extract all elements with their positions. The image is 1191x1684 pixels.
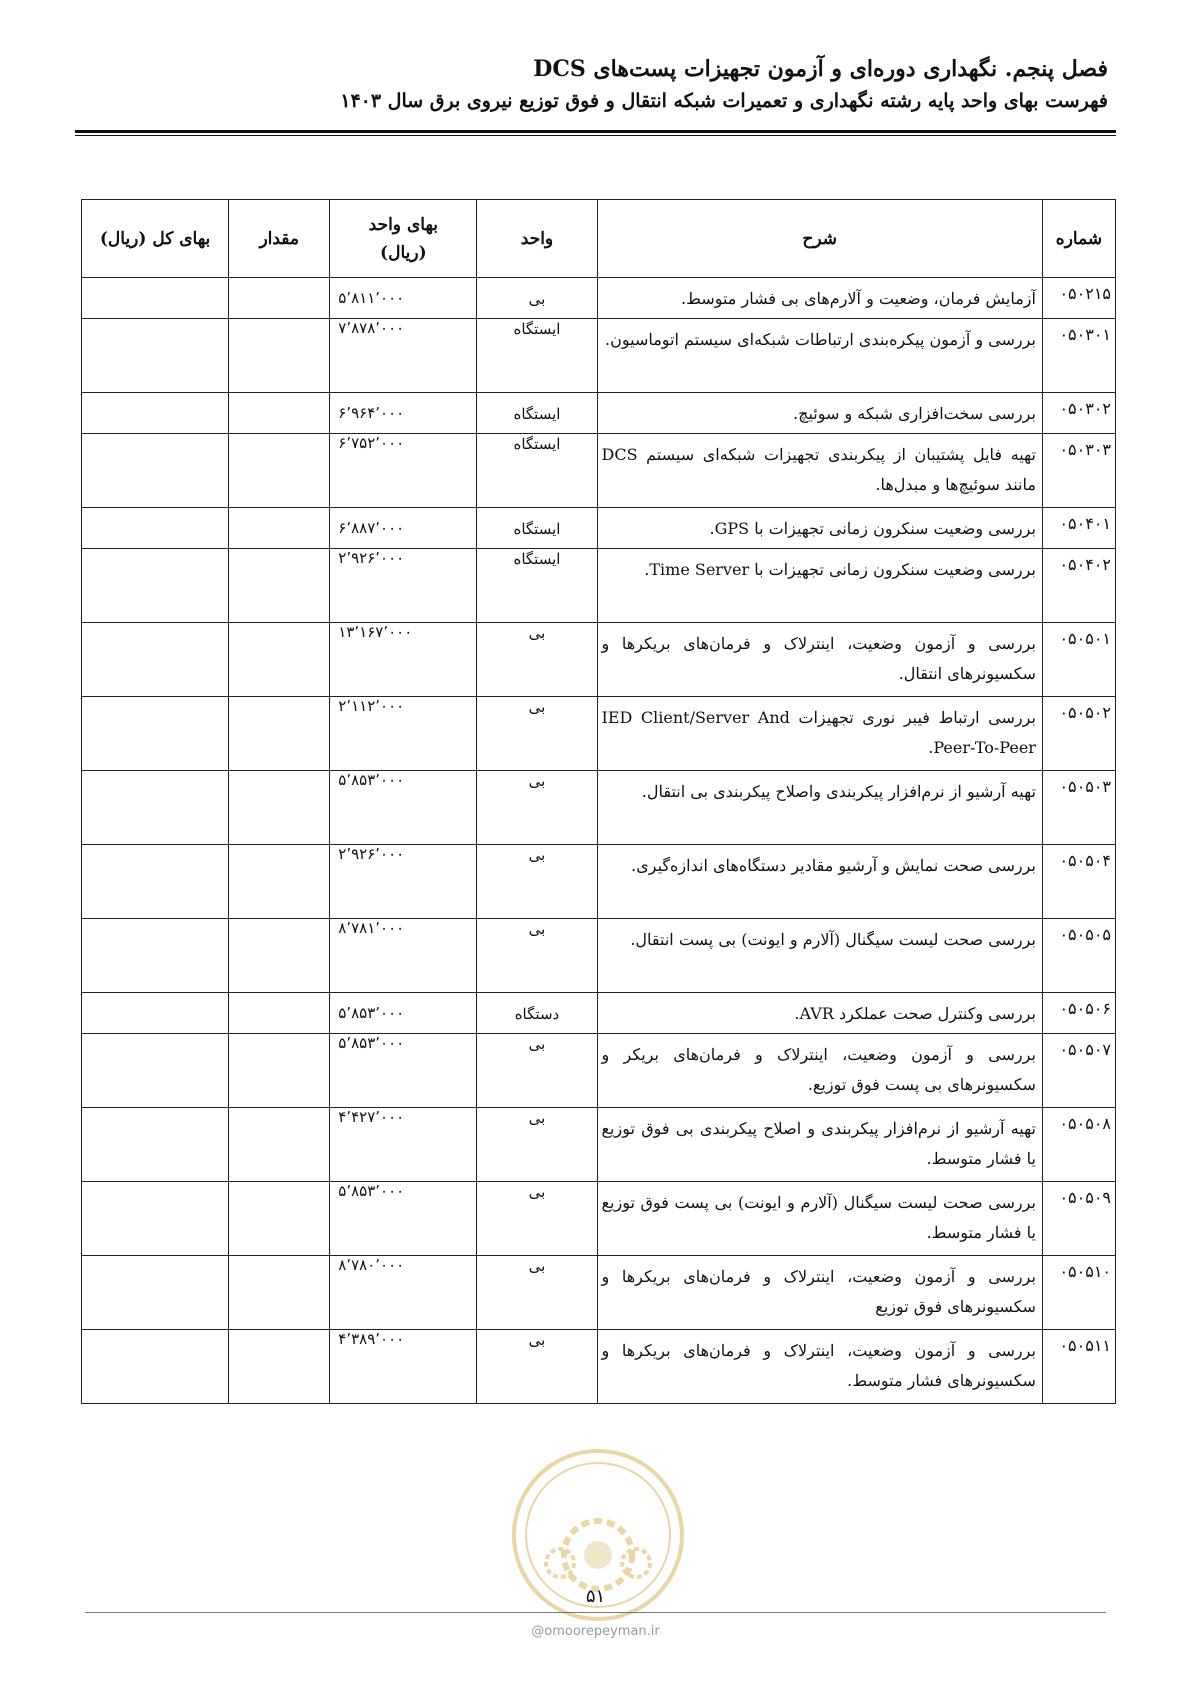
table-row (82, 993, 1116, 1034)
item-unit-price: ۵٬۸۱۱٬۰۰۰ (330, 278, 477, 319)
item-description: بررسی وضعیت سنکرون زمانی تجهیزات با GPS. (597, 508, 1042, 549)
item-unit-price: ۶٬۷۵۲٬۰۰۰ (330, 434, 477, 508)
item-quantity (229, 508, 330, 549)
item-unit-price: ۲٬۱۱۲٬۰۰۰ (330, 697, 477, 771)
item-total (82, 697, 229, 771)
item-unit: بی (477, 919, 597, 993)
header-rule-thick (75, 130, 1116, 133)
price-list-table (81, 199, 1116, 1404)
item-total (82, 1108, 229, 1182)
item-number: ۰۵۰۵۰۹ (1042, 1182, 1115, 1256)
header-unit-price-label: بهای واحد (368, 214, 438, 235)
item-quantity (229, 697, 330, 771)
header-rule-thin (75, 135, 1116, 136)
table-row (82, 393, 1116, 434)
item-unit-price: ۵٬۸۵۳٬۰۰۰ (330, 1034, 477, 1108)
item-unit: بی (477, 771, 597, 845)
header-unit-price (330, 200, 477, 278)
item-unit: بی (477, 1034, 597, 1108)
table-row (82, 919, 1116, 993)
item-description: بررسی وضعیت سنکرون زمانی تجهیزات با Time Server. (597, 549, 1042, 623)
item-description: تهیه آرشیو از نرم‌افزار پیکربندی و اصلاح پیکربندی بی فوق توزیع یا فشار متوسط. (597, 1108, 1042, 1182)
item-unit-price: ۵٬۸۵۳٬۰۰۰ (330, 993, 477, 1034)
item-number: ۰۵۰۵۰۶ (1042, 993, 1115, 1034)
item-number: ۰۵۰۲۱۵ (1042, 278, 1115, 319)
item-unit: ایستگاه (477, 393, 597, 434)
item-description: بررسی سخت‌افزاری شبکه و سوئیچ. (597, 393, 1042, 434)
header-quantity: مقدار (229, 200, 330, 278)
item-quantity (229, 393, 330, 434)
item-quantity (229, 771, 330, 845)
item-total (82, 549, 229, 623)
table-row (82, 1108, 1116, 1182)
item-description: بررسی و آزمون وضعیت، اینترلاک و فرمان‌های بریکرها و سکسیونرهای انتقال. (597, 623, 1042, 697)
item-unit: بی (477, 1330, 597, 1404)
table-row (82, 697, 1116, 771)
item-number: ۰۵۰۴۰۲ (1042, 549, 1115, 623)
table-row (82, 319, 1116, 393)
item-quantity (229, 993, 330, 1034)
item-total (82, 278, 229, 319)
item-number: ۰۵۰۵۰۳ (1042, 771, 1115, 845)
item-unit: بی (477, 697, 597, 771)
table-row (82, 1182, 1116, 1256)
item-number: ۰۵۰۳۰۱ (1042, 319, 1115, 393)
item-total (82, 1182, 229, 1256)
table-row (82, 1330, 1116, 1404)
item-quantity (229, 434, 330, 508)
document-title: فهرست بهای واحد پایه رشته نگهداری و تعمیرات شبکه انتقال و فوق توزیع نیروی برق سال ۱۴۰۳ (340, 90, 1108, 112)
item-total (82, 771, 229, 845)
item-unit: بی (477, 278, 597, 319)
item-unit-price: ۶٬۸۸۷٬۰۰۰ (330, 508, 477, 549)
item-description: آزمایش فرمان، وضعیت و آلارم‌های بی فشار متوسط. (597, 278, 1042, 319)
item-total (82, 993, 229, 1034)
item-unit: ایستگاه (477, 319, 597, 393)
item-description: تهیه فایل پشتیبان از پیکربندی تجهیزات شبکه‌ای سیستم DCS مانند سوئیچ‌ها و مبدل‌ها. (597, 434, 1042, 508)
item-quantity (229, 1108, 330, 1182)
item-unit: بی (477, 845, 597, 919)
item-unit-price: ۶٬۹۶۴٬۰۰۰ (330, 393, 477, 434)
item-description: بررسی صحت نمایش و آرشیو مقادیر دستگاه‌های اندازه‌گیری. (597, 845, 1042, 919)
chapter-title: فصل پنجم. نگهداری دوره‌ای و آزمون تجهیزات پست‌های DCS (533, 56, 1108, 82)
item-quantity (229, 845, 330, 919)
item-total (82, 1034, 229, 1108)
table-row (82, 1256, 1116, 1330)
table-row (82, 623, 1116, 697)
website-watermark: @omoorepeyman.ir (531, 1624, 660, 1639)
item-description: بررسی وکنترل صحت عملکرد AVR. (597, 993, 1042, 1034)
item-total (82, 1330, 229, 1404)
table-row (82, 508, 1116, 549)
item-number: ۰۵۰۴۰۱ (1042, 508, 1115, 549)
item-total (82, 434, 229, 508)
item-unit-price: ۲٬۹۲۶٬۰۰۰ (330, 845, 477, 919)
table-body (82, 278, 1116, 1404)
item-description: بررسی و آزمون وضعیت، اینترلاک و فرمان‌های بریکر و سکسیونرهای بی پست فوق توزیع. (597, 1034, 1042, 1108)
item-unit: بی (477, 1108, 597, 1182)
item-number: ۰۵۰۵۰۵ (1042, 919, 1115, 993)
item-quantity (229, 1256, 330, 1330)
item-total (82, 919, 229, 993)
item-number: ۰۵۰۵۱۱ (1042, 1330, 1115, 1404)
item-total (82, 508, 229, 549)
item-unit-price: ۲٬۹۲۶٬۰۰۰ (330, 549, 477, 623)
header-number: شماره (1042, 200, 1115, 278)
item-unit-price: ۵٬۸۵۳٬۰۰۰ (330, 1182, 477, 1256)
item-total (82, 845, 229, 919)
item-description: بررسی صحت لیست سیگنال (آلارم و ایونت) بی پست انتقال. (597, 919, 1042, 993)
item-total (82, 623, 229, 697)
item-number: ۰۵۰۵۰۷ (1042, 1034, 1115, 1108)
item-quantity (229, 1034, 330, 1108)
item-number: ۰۵۰۵۱۰ (1042, 1256, 1115, 1330)
item-quantity (229, 1182, 330, 1256)
item-quantity (229, 278, 330, 319)
table-row (82, 1034, 1116, 1108)
header-description: شرح (597, 200, 1042, 278)
table-row (82, 278, 1116, 319)
item-unit-price: ۷٬۸۷۸٬۰۰۰ (330, 319, 477, 393)
item-unit: بی (477, 1182, 597, 1256)
item-number: ۰۵۰۳۰۳ (1042, 434, 1115, 508)
item-unit-price: ۵٬۸۵۳٬۰۰۰ (330, 771, 477, 845)
item-total (82, 1256, 229, 1330)
item-description: بررسی صحت لیست سیگنال (آلارم و ایونت) بی پست فوق توزیع یا فشار متوسط. (597, 1182, 1042, 1256)
table-row (82, 845, 1116, 919)
item-number: ۰۵۰۵۰۲ (1042, 697, 1115, 771)
item-unit: بی (477, 623, 597, 697)
table-row (82, 549, 1116, 623)
item-unit-price: ۱۳٬۱۶۷٬۰۰۰ (330, 623, 477, 697)
header-unit: واحد (477, 200, 597, 278)
item-quantity (229, 319, 330, 393)
page-number: ۵۱ (585, 1586, 606, 1607)
item-unit-price: ۸٬۷۸۱٬۰۰۰ (330, 919, 477, 993)
item-unit: ایستگاه (477, 549, 597, 623)
item-total (82, 393, 229, 434)
item-quantity (229, 623, 330, 697)
item-unit-price: ۸٬۷۸۰٬۰۰۰ (330, 1256, 477, 1330)
item-description: تهیه آرشیو از نرم‌افزار پیکربندی واصلاح پیکربندی بی انتقال. (597, 771, 1042, 845)
table-header-row (82, 200, 1116, 278)
item-description: بررسی و آزمون پیکره‌بندی ارتباطات شبکه‌ای سیستم اتوماسیون. (597, 319, 1042, 393)
item-number: ۰۵۰۳۰۲ (1042, 393, 1115, 434)
item-unit: ایستگاه (477, 434, 597, 508)
item-number: ۰۵۰۵۰۸ (1042, 1108, 1115, 1182)
item-unit: بی (477, 1256, 597, 1330)
item-description: بررسی و آزمون وضعیت، اینترلاک و فرمان‌های بریکرها و سکسیونرهای فشار متوسط. (597, 1330, 1042, 1404)
item-quantity (229, 549, 330, 623)
item-unit: دستگاه (477, 993, 597, 1034)
item-description: بررسی و آزمون وضعیت، اینترلاک و فرمان‌های بریکرها و سکسیونرهای فوق توزیع (597, 1256, 1042, 1330)
table-row (82, 434, 1116, 508)
header-total: بهای کل (ریال) (82, 200, 229, 278)
table-row (82, 771, 1116, 845)
item-unit-price: ۴٬۴۲۷٬۰۰۰ (330, 1108, 477, 1182)
item-description: بررسی ارتباط فیبر نوری تجهیزات IED Client/Server And Peer-To-Peer. (597, 697, 1042, 771)
item-number: ۰۵۰۵۰۱ (1042, 623, 1115, 697)
item-unit-price: ۴٬۳۸۹٬۰۰۰ (330, 1330, 477, 1404)
footer-rule (85, 1612, 1106, 1613)
page-header (75, 52, 1116, 116)
item-quantity (229, 1330, 330, 1404)
item-quantity (229, 919, 330, 993)
item-total (82, 319, 229, 393)
item-number: ۰۵۰۵۰۴ (1042, 845, 1115, 919)
item-unit: ایستگاه (477, 508, 597, 549)
header-unit-price-currency: (ریال) (380, 242, 427, 263)
